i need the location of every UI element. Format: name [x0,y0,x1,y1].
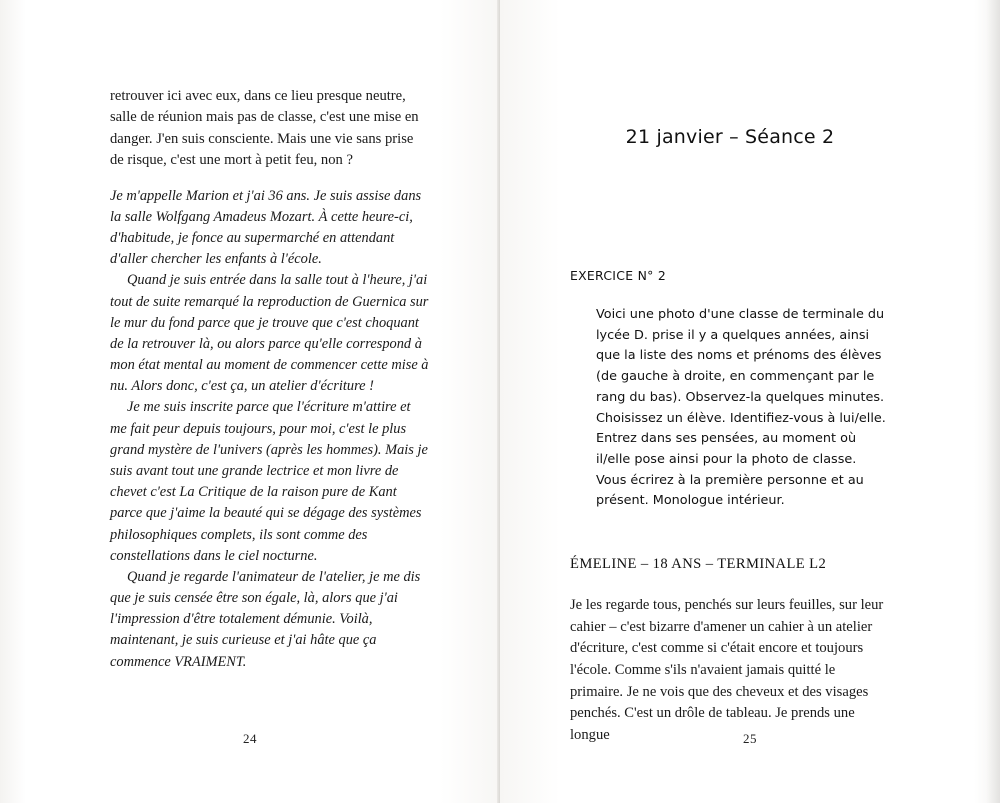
speaker-monologue: Je les regarde tous, penchés sur leurs feuilles, sur leur cahier – c'est bizarre d'amener un cahier à un atelier d'écriture, c'est comme si c'était encore et toujours l'école. Comme s'ils n'avaient jamais quitté le primaire. Je ne vois que des cheveux et des visages penchés. C'est un drôle de tableau. Je prends une longue [570,597,884,743]
italic-paragraph-1: Je m'appelle Marion et j'ai 36 ans. Je suis assise dans la salle Wolfgang Amadeus Mozart. À cette heure-ci, d'habitude, je fonce au supermarché en attendant d'aller chercher les enfants à l'école. [110,187,422,268]
italic-paragraph-3: Je me suis inscrite parce que l'écriture m'attire et me fait peur depuis toujours, pour moi, c'est le plus grand mystère de l'univers (après les hommes). Mais je suis avant tout une grande lectrice et mon livre de chevet c'est La Critique de la raison pure de Kant parce que j'aime la beauté qui se dégage des systèmes philosophiques complets, ils sont comme des constellations dans le ciel nocturne. [110,399,428,564]
left-page-text-column [110,86,430,673]
right-page [500,0,1000,803]
italic-paragraph-4: Quand je regarde l'animateur de l'atelier, je me dis que je suis censée être son égale, là, alors que j'ai l'impression d'être totalement démunie. Voilà, maintenant, je suis curieuse et j'ai hâte que ça commence VRAIMENT. [110,568,421,670]
exercise-instructions: Voici une photo d'une classe de terminale du lycée D. prise il y a quelques années, ainsi que la liste des noms et prénoms des élèves (de gauche à droite, en commençant par le rang du bas). Observez-la quelques minutes. Choisissez un élève. Identifiez-vous à lui/elle. Entrez dans ses pensées, au moment où il/elle pose ainsi pour la photo de classe. Vous écrirez à la première personne et au présent. Monologue intérieur. [596,307,886,509]
speaker-heading: ÉMELINE – 18 ANS – TERMINALE L2 [570,556,827,573]
italic-paragraph-2: Quand je suis entrée dans la salle tout à l'heure, j'ai tout de suite remarqué la reproduction de Guernica sur le mur du fond parce que je trouve que c'est choquant de la retrouver là, ou alors parce qu'elle correspond à mon état mental au moment de commencer cette mise à nu. Alors donc, c'est ça, un atelier d'écriture ! [110,272,429,395]
page-number-right: 25 [743,731,757,746]
paragraph-continuation: retrouver ici avec eux, dans ce lieu presque neutre, salle de réunion mais pas de classe, c'est une mise en danger. J'en suis consciente. Mais une vie sans prise de risque, c'est une mort à petit feu, non ? [110,88,419,169]
page-number-left: 24 [243,731,257,746]
chapter-title: 21 janvier – Séance 2 [625,126,835,148]
italic-testimony-block [110,186,430,673]
exercise-label: EXERCICE N° 2 [570,268,667,283]
